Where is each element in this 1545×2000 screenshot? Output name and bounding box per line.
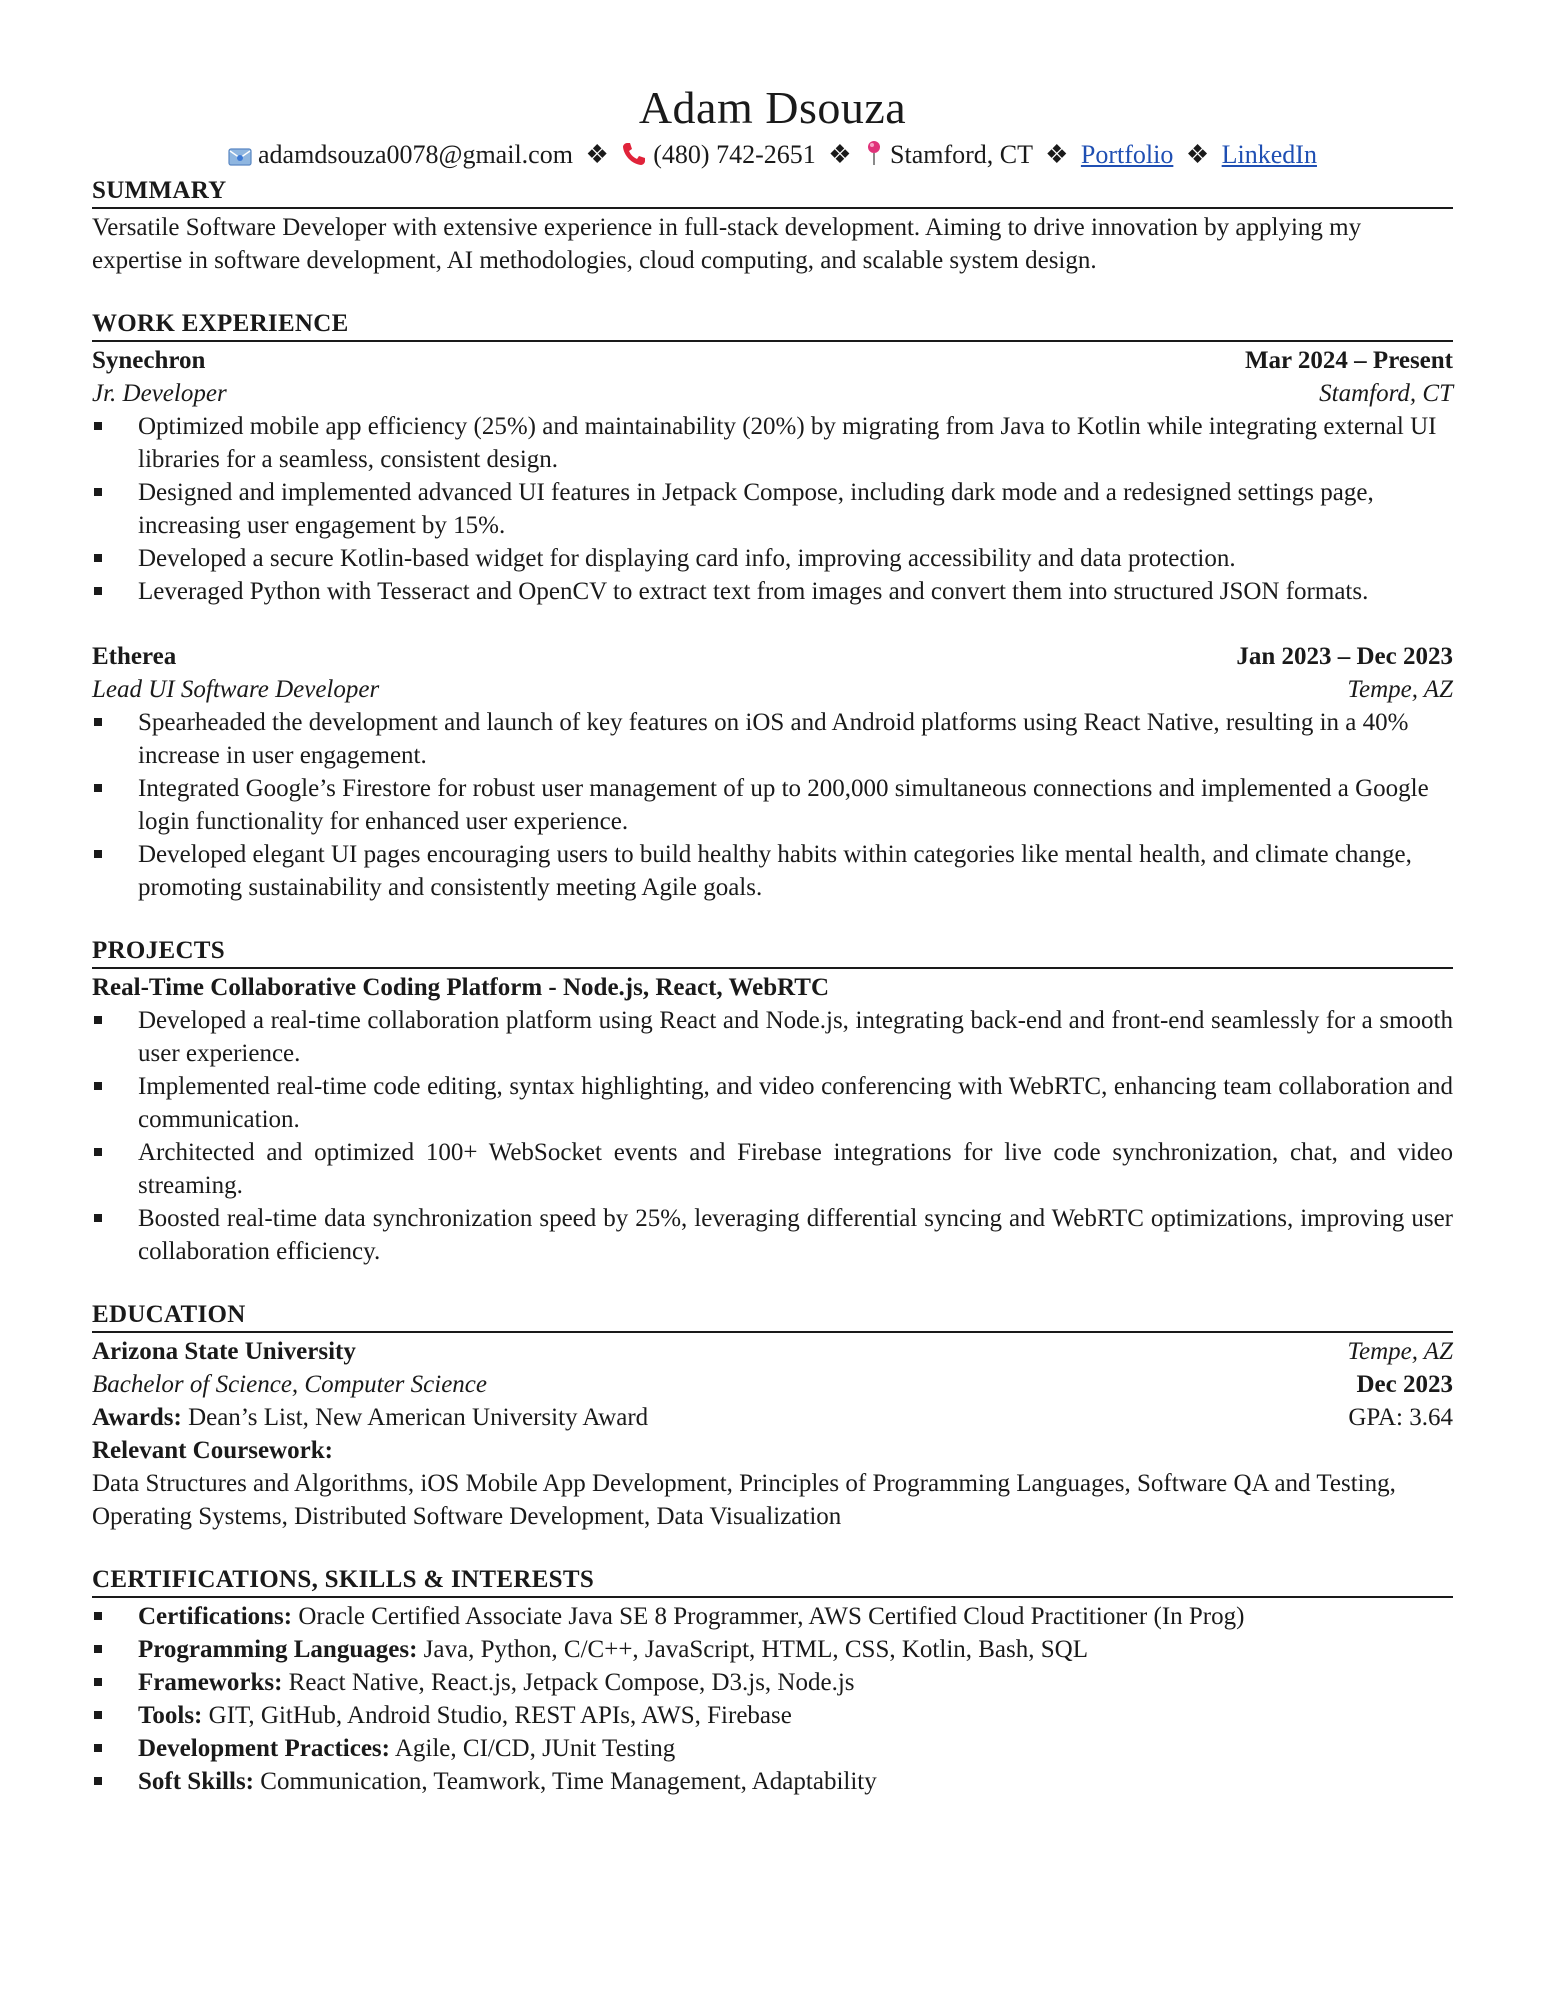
project-bullets [92,1004,1453,1268]
job-role: Lead UI Software Developer [92,676,380,703]
skill-value: Communication, Teamwork, Time Management, Adaptability [260,1768,877,1795]
awards-label: Awards: [92,1404,182,1431]
skills-section [92,1565,1453,1798]
list-item [92,1666,1453,1699]
email-icon [228,142,252,176]
linkedin-link[interactable]: LinkedIn [1221,140,1317,169]
work-experience-section [92,309,1453,904]
phone-text[interactable]: (480) 742-2651 [653,140,816,169]
list-item: Developed elegant UI pages encouraging users to build healthy habits within categories like mental health, and climate change, promoting sustainability and consistently meeting Agile goals. [92,838,1453,904]
company-name: Etherea [92,643,177,670]
skill-value: React Native, React.js, Jetpack Compose, D3.js, Node.js [288,1669,855,1696]
list-item [92,1699,1453,1732]
job-location: Tempe, AZ [1347,676,1453,703]
degree-row [92,1368,1453,1401]
skill-value: Agile, CI/CD, JUnit Testing [394,1735,676,1762]
separator: ❖ [585,140,609,169]
job-dates: Jan 2023 – Dec 2023 [1236,643,1453,670]
awards-value: Dean’s List, New American University Award [188,1404,649,1431]
separator: ❖ [1185,140,1210,169]
skill-value: GIT, GitHub, Android Studio, REST APIs, AWS, Firebase [208,1702,792,1729]
email-text[interactable]: adamdsouza0078@gmail.com [258,140,573,169]
list-item: Spearheaded the development and launch of key features on iOS and Android platforms using React Native, resulting in a 40% increase in user engagement. [92,706,1453,772]
list-item [92,1600,1453,1633]
skill-label: Tools: [138,1702,203,1729]
section-title: SUMMARY [92,176,1453,209]
job-header [92,344,1453,377]
graduation-date: Dec 2023 [1356,1371,1453,1398]
contact-line [92,138,1453,176]
degree: Bachelor of Science, Computer Science [92,1371,487,1398]
education-section [92,1300,1453,1533]
awards-row [92,1401,1453,1434]
list-item: Optimized mobile app efficiency (25%) and maintainability (20%) by migrating from Java to Kotlin while integrating external UI libraries for a seamless, consistent design. [92,410,1453,476]
job-bullets [92,410,1453,608]
skill-label: Development Practices: [138,1735,390,1762]
project-name: Real-Time Collaborative Coding Platform - Node.js, React, WebRTC [92,974,829,1001]
job-location: Stamford, CT [1319,380,1453,407]
summary-text: Versatile Software Developer with extensive experience in full-stack development. Aiming to drive innovation by applying my expertise in software development, AI methodologies, cloud computing, and scalable system design. [92,214,1362,274]
coursework-text: Data Structures and Algorithms, iOS Mobile App Development, Principles of Programming Languages, Software QA and Testing, Operating Systems, Distributed Software Development, Data Visualization [92,1470,1396,1530]
skill-label: Programming Languages: [138,1636,418,1663]
company-name: Synechron [92,347,206,374]
job-subheader [92,377,1453,410]
list-item: Integrated Google’s Firestore for robust user management of up to 200,000 simultaneous connections and implemented a Google login functionality for enhanced user experience. [92,772,1453,838]
list-item: Leveraged Python with Tesseract and OpenCV to extract text from images and convert them into structured JSON formats. [92,575,1453,608]
list-item: Architected and optimized 100+ WebSocket events and Firebase integrations for live code synchronization, chat, and video streaming. [92,1136,1453,1202]
list-item [92,1765,1453,1798]
list-item: Developed a secure Kotlin-based widget for displaying card info, improving accessibility and data protection. [92,542,1453,575]
separator: ❖ [828,140,852,169]
school-location: Tempe, AZ [1347,1338,1453,1365]
location-text: Stamford, CT [890,140,1033,169]
section-title: CERTIFICATIONS, SKILLS & INTERESTS [92,1565,1453,1598]
separator: ❖ [1045,140,1069,169]
job-role: Jr. Developer [92,380,227,407]
skill-label: Certifications: [138,1603,293,1630]
job-header [92,640,1453,673]
list-item [92,1732,1453,1765]
projects-section [92,936,1453,1268]
skill-value: Java, Python, C/C++, JavaScript, HTML, CSS, Kotlin, Bash, SQL [423,1636,1088,1663]
school-name: Arizona State University [92,1338,356,1365]
skill-value: Oracle Certified Associate Java SE 8 Programmer, AWS Certified Cloud Practitioner (In Prog) [298,1603,1245,1630]
coursework-label: Relevant Coursework: [92,1437,333,1464]
location-pin-icon [864,139,884,176]
list-item: Implemented real-time code editing, syntax highlighting, and video conferencing with WebRTC, enhancing team collaboration and communication. [92,1070,1453,1136]
section-title: EDUCATION [92,1300,1453,1333]
list-item [92,1633,1453,1666]
skill-label: Soft Skills: [138,1768,255,1795]
job-bullets [92,706,1453,904]
gpa: GPA: 3.64 [1348,1404,1453,1431]
phone-icon [621,141,647,176]
list-item: Developed a real-time collaboration platform using React and Node.js, integrating back-end and front-end seamlessly for a smooth user experience. [92,1004,1453,1070]
job-subheader [92,673,1453,706]
job-entry [92,344,1453,608]
school-header [92,1335,1453,1368]
candidate-name: Adam Dsouza [638,82,907,133]
summary-section [92,176,1453,277]
section-title: PROJECTS [92,936,1453,969]
list-item: Boosted real-time data synchronization speed by 25%, leveraging differential syncing and WebRTC optimizations, improving user collaboration efficiency. [92,1202,1453,1268]
skills-list [92,1600,1453,1798]
skill-label: Frameworks: [138,1669,283,1696]
job-entry [92,640,1453,904]
job-dates: Mar 2024 – Present [1244,347,1453,374]
section-title: WORK EXPERIENCE [92,309,1453,342]
awards [92,1401,648,1434]
portfolio-link[interactable]: Portfolio [1080,140,1174,169]
list-item: Designed and implemented advanced UI features in Jetpack Compose, including dark mode and a redesigned settings page, increasing user engagement by 15%. [92,476,1453,542]
